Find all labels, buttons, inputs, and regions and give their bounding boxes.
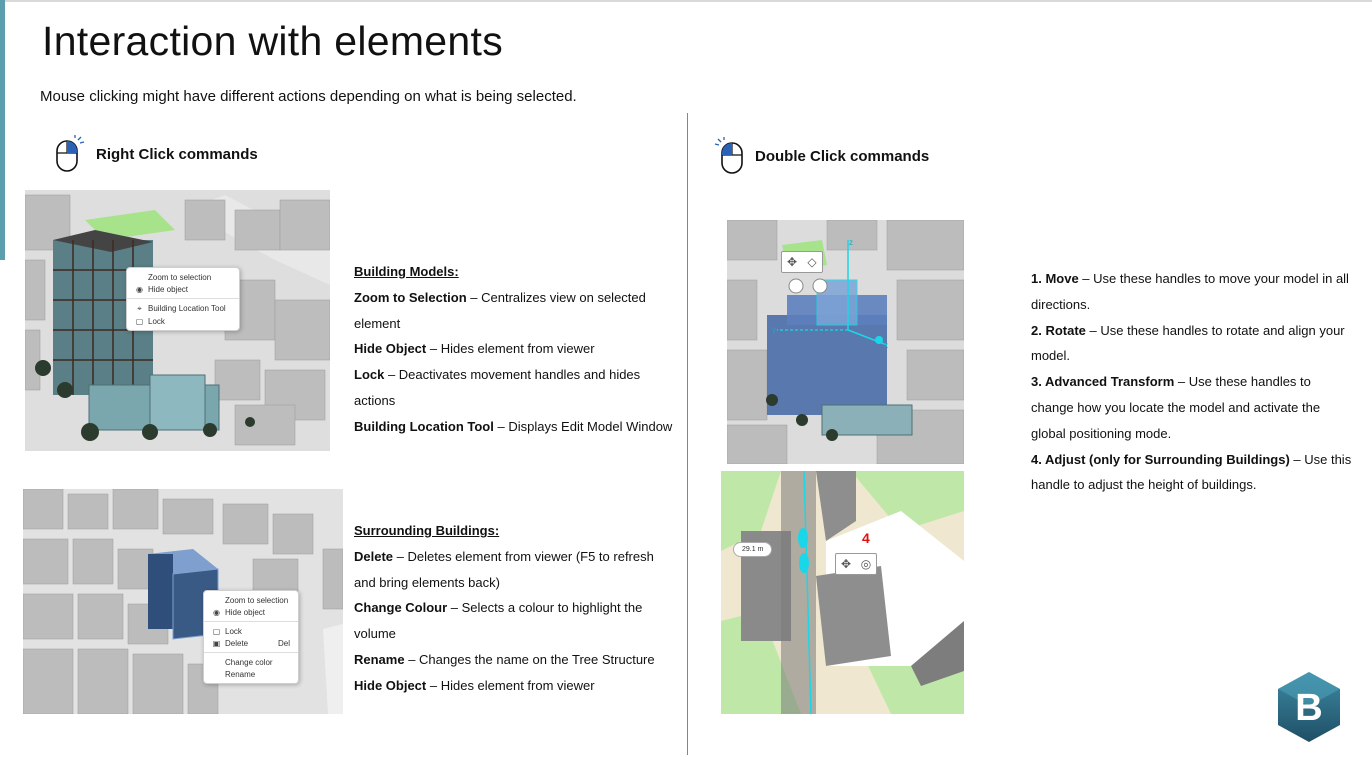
lock-icon: ▢ [135,316,144,326]
menu-separator [127,298,239,299]
double-click-item: 2. Rotate – Use these handles to rotate and align your model. [1031,322,1345,364]
menu-hide-object[interactable]: ◉ Hide object [136,284,189,294]
left-accent-bar [0,0,5,260]
menu-lock[interactable]: ▢ Lock [135,316,165,326]
surrounding-buildings-item: Change Colour – Selects a colour to highlight the volume [354,600,643,642]
y-axis-label: y [772,325,776,334]
brand-logo [1278,672,1340,742]
double-click-item: 1. Move – Use these handles to move your model in all directions. [1031,271,1349,312]
menu-building-location-tool[interactable]: ⌖ Building Location Tool [127,302,239,315]
double-click-label: Double Click commands [755,147,930,165]
menu-separator [204,652,298,653]
advanced-transform-icon[interactable]: ◇ [807,255,817,269]
surrounding-buildings-heading: Surrounding Buildings: [354,523,500,538]
adjust-handle-toolbar [835,553,877,575]
building-models-heading: Building Models: [354,264,459,279]
column-divider [687,113,688,755]
menu-lock[interactable]: ▢ Lock [212,626,242,636]
z-axis-label: z [849,238,853,247]
surrounding-buildings-screenshot [23,489,343,714]
page-title: Interaction with elements [42,18,504,64]
menu-separator [204,621,298,622]
move-handle-icon[interactable]: ✥ [786,255,798,269]
double-click-item: 4. Adjust (only for Surrounding Buildings) – Use this handle to adjust the height of buildings. [1031,451,1352,493]
surrounding-buildings-item: Delete – Deletes element from viewer (F5 to refresh and bring elements back) [354,548,654,590]
delete-shortcut: Del [277,638,290,648]
adjust-3d-view [721,471,964,714]
move-handle-icon[interactable]: ✥ [840,557,852,571]
building-context-menu [126,267,240,331]
logo-letter: B [1295,687,1323,729]
menu-zoom-to-selection[interactable]: Zoom to selection [148,272,212,282]
adjust-height-handle-icon[interactable]: ◎ [860,557,872,571]
building-model-screenshot [25,190,330,451]
menu-rename[interactable]: Rename [225,669,256,679]
double-click-item: 3. Advanced Transform – Use these handles to change how you locate the model and activate the global positioning mode. [1031,374,1321,441]
page-subtitle: Mouse clicking might have different actions depending on what is being selected. [40,88,577,105]
transform-3d-view [727,220,964,464]
building-models-item: Zoom to Selection – Centralizes view on selected element [354,289,646,331]
lock-icon: ▢ [212,626,221,636]
adjust-height-screenshot [721,471,964,714]
location-tool-icon: ⌖ [137,303,142,313]
eye-icon: ◉ [213,607,220,617]
menu-hide-object[interactable]: ◉ Hide object [213,607,266,617]
building-models-item: Lock – Deactivates movement handles and hides actions [354,367,641,408]
eye-icon: ◉ [136,284,143,294]
trash-icon: ▣ [212,638,221,648]
double-click-text [1031,266,1353,498]
building-models-text [354,259,679,440]
surrounding-context-menu [203,590,299,684]
top-rule [0,0,1372,2]
right-click-label: Right Click commands [96,145,258,163]
transform-handle-toolbar [781,251,823,273]
double-click-header [713,136,929,176]
surrounding-buildings-item: Rename – Changes the name on the Tree Structure [354,651,655,667]
menu-change-color[interactable]: Change color [225,657,273,667]
menu-delete[interactable]: ▣ Delete Del [212,638,290,648]
surrounding-buildings-item: Hide Object – Hides element from viewer [354,677,595,693]
mouse-double-click-icon [713,136,745,176]
adjust-marker-number: 4 [862,530,870,546]
transform-handles-screenshot [727,220,964,464]
x-axis-label: x [884,341,888,350]
right-click-header [54,134,258,174]
building-models-item: Hide Object – Hides element from viewer [354,341,595,357]
surrounding-buildings-text [354,518,672,699]
height-measure-label: 29.1 m [733,542,772,557]
mouse-right-click-icon [54,134,86,174]
building-models-item: Building Location Tool – Displays Edit Model Window [354,418,673,434]
menu-zoom-to-selection[interactable]: Zoom to selection [225,595,289,605]
